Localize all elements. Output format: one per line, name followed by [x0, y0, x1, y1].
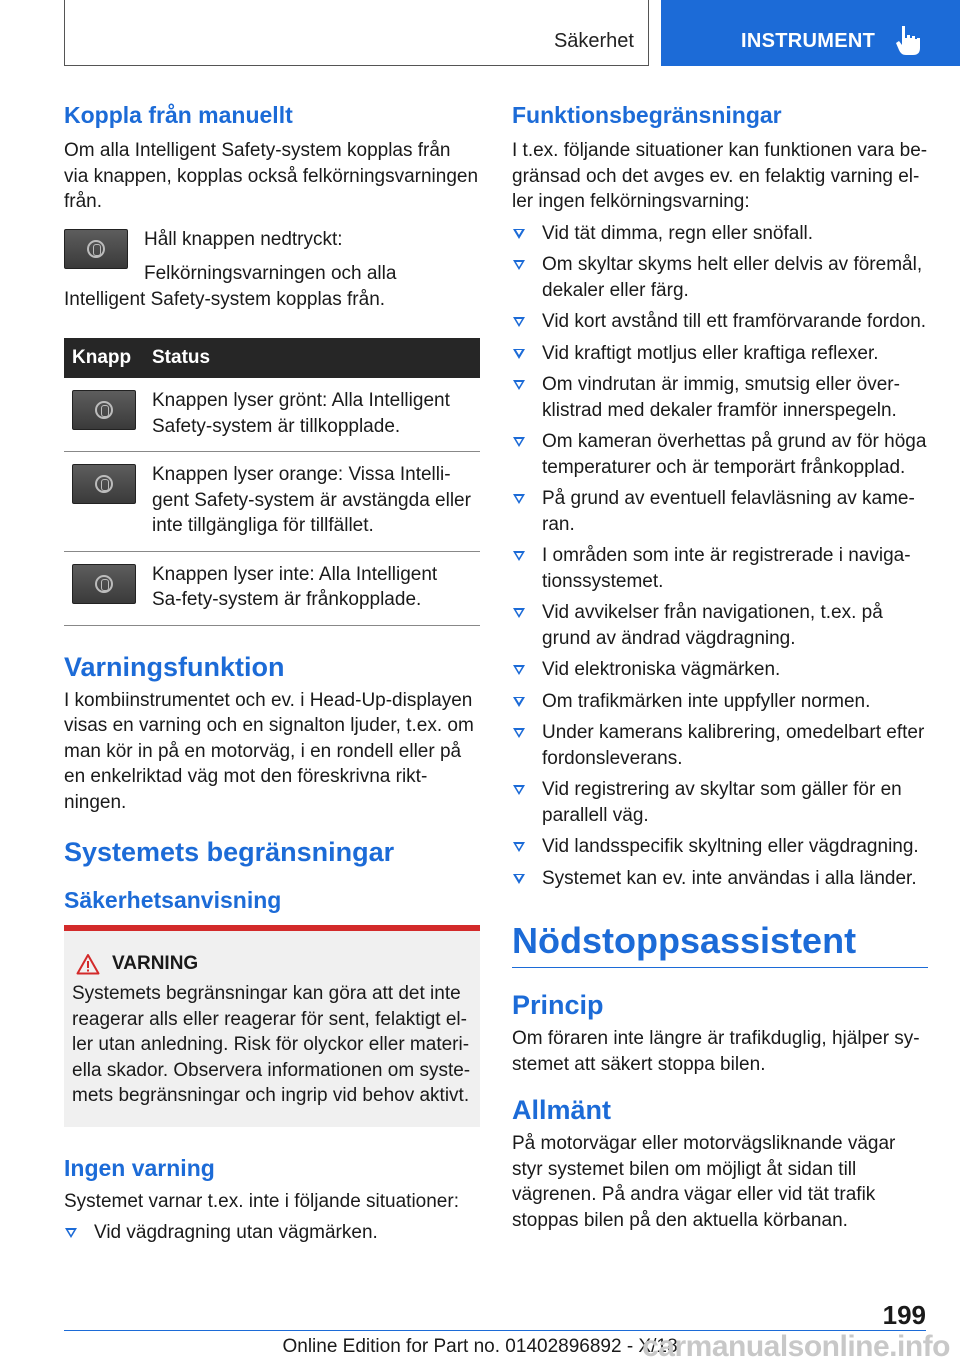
list-item: Systemet kan ev. inte användas i alla länder.	[512, 866, 928, 892]
list-item: Vid landsspecifik skyltning eller vägdragning.	[512, 834, 928, 860]
table-row	[64, 378, 480, 452]
list-item: Vid kraftigt motljus eller kraftiga reflexer.	[512, 341, 928, 367]
bullet-triangle-icon	[513, 728, 525, 738]
general-paragraph: På motorvägar eller motorvägsliknande vägar styr systemet bilen om möjligt åt sidan till vägrenen. På andra vägar eller vid tät trafik stoppas bilen på den aktuella körbanan.	[512, 1133, 896, 1231]
hold-result-text: Felkörningsvarningen och alla Intelligent Safety-system kopplas från.	[64, 263, 397, 310]
function-limits-heading: Funktionsbegränsningar	[512, 102, 782, 128]
watermark: carmanualsonline.info	[642, 1330, 950, 1362]
pointing-hand-icon	[895, 24, 921, 56]
bullet-triangle-icon	[513, 697, 525, 707]
bullet-triangle-icon	[513, 437, 525, 447]
bullet-triangle-icon	[513, 874, 525, 884]
page-number: 199	[882, 1300, 926, 1330]
table-row	[64, 551, 480, 625]
system-limits-heading: Systemets begränsningar	[64, 837, 395, 867]
header-chapter-tab	[661, 0, 960, 66]
safety-button-icon	[72, 564, 136, 604]
bullet-triangle-icon	[513, 229, 525, 239]
footer-edition: Online Edition for Part no. 01402896892 - X/18	[282, 1336, 678, 1357]
bullet-triangle-icon	[513, 551, 525, 561]
list-item: Om vindrutan är immig, smutsig eller över-klistrad med dekaler framför innerspegeln.	[512, 372, 928, 423]
emergency-stop-heading: Nödstoppsassistent	[512, 919, 928, 968]
list-item: Vid registrering av skyltar som gäller för en parallell väg.	[512, 777, 928, 828]
bullet-triangle-icon	[65, 1228, 77, 1238]
bullet-triangle-icon	[513, 842, 525, 852]
warning-function-heading: Varningsfunktion	[64, 651, 285, 682]
list-item: Vid kort avstånd till ett framförvarande fordon.	[512, 309, 928, 335]
list-item: Vid tät dimma, regn eller snöfall.	[512, 221, 928, 247]
list-item: Om kameran överhettas på grund av för höga temperaturer och är temporärt frånkopplad.	[512, 429, 928, 480]
principle-heading: Princip	[512, 990, 604, 1020]
warning-title	[72, 953, 472, 975]
safety-button-icon	[64, 229, 128, 269]
right-column	[512, 100, 928, 1233]
function-limits-list	[512, 221, 928, 892]
list-item: Under kamerans kalibrering, omedelbart efter fordonsleverans.	[512, 720, 928, 771]
hold-instruction-text: Håll knappen nedtryckt:	[144, 228, 343, 250]
warning-function-paragraph: I kombiinstrumentet och ev. i Head-Up-displayen visas en varning och en signalton ljuder, t.ex. om man kör in på en motorväg, i en rondell eller på en enkelriktad väg mot den föreskrivna rikt-ningen.	[64, 689, 474, 813]
no-warning-paragraph: Systemet varnar t.ex. inte i följande situationer:	[64, 1190, 459, 1212]
bullet-triangle-icon	[513, 380, 525, 390]
table-row	[64, 452, 480, 552]
header-chapter-label: INSTRUMENT	[741, 30, 876, 52]
header-section-tab	[64, 0, 649, 66]
general-heading: Allmänt	[512, 1095, 612, 1125]
hold-button-instruction	[64, 227, 480, 313]
warning-label: VARNING	[112, 953, 199, 974]
bullet-triangle-icon	[513, 665, 525, 675]
warning-text: Systemets begränsningar kan göra att det inte reagerar alls eller reagerar för sent, felaktigt el-ler utan anledning. Risk för olyckor eller materi-ella skador. Observera informationen om syste-mets begränsningar och ingrip vid behov aktivt.	[72, 983, 471, 1106]
no-warning-heading: Ingen varning	[64, 1154, 215, 1181]
bullet-triangle-icon	[513, 785, 525, 795]
no-warning-list	[64, 1220, 480, 1246]
warning-box	[64, 925, 480, 1127]
bullet-triangle-icon	[513, 260, 525, 270]
header-section-label: Säkerhet	[553, 30, 634, 52]
bullet-triangle-icon	[513, 494, 525, 504]
safety-button-icon	[72, 464, 136, 504]
left-column	[64, 100, 480, 1246]
bullet-triangle-icon	[513, 317, 525, 327]
button-status-table	[64, 338, 480, 626]
list-item: Vid vägdragning utan vägmärken.	[64, 1220, 480, 1246]
manual-disable-heading: Koppla från manuellt	[64, 102, 293, 128]
table-header-button: Knapp	[64, 338, 144, 378]
list-item: På grund av eventuell felavläsning av kame-ran.	[512, 486, 928, 537]
principle-paragraph: Om föraren inte längre är trafikduglig, hjälper sy-stemet att säkert stoppa bilen.	[512, 1028, 920, 1075]
safety-notice-heading: Säkerhetsanvisning	[64, 887, 282, 913]
list-item: Vid elektroniska vägmärken.	[512, 657, 928, 683]
warning-triangle-icon	[76, 953, 100, 975]
list-item: Om trafikmärken inte uppfyller normen.	[512, 689, 928, 715]
manual-disable-paragraph: Om alla Intelligent Safety-system kopplas från via knappen, kopplas också felkörningsvarningen från.	[64, 140, 479, 212]
table-cell-status: Knappen lyser grönt: Alla Intelligent Safety-system är tillkopplade.	[144, 378, 480, 452]
table-header-status: Status	[144, 338, 480, 378]
safety-button-icon	[72, 390, 136, 430]
bullet-triangle-icon	[513, 608, 525, 618]
list-item: Vid avvikelser från navigationen, t.ex. på grund av ändrad vägdragning.	[512, 600, 928, 651]
bullet-triangle-icon	[513, 349, 525, 359]
list-item: Om skyltar skyms helt eller delvis av föremål, dekaler eller färg.	[512, 252, 928, 303]
table-cell-status: Knappen lyser inte: Alla Intelligent Sa-fety-system är frånkopplade.	[144, 551, 480, 625]
list-item: I områden som inte är registrerade i naviga-tionssystemet.	[512, 543, 928, 594]
function-limits-paragraph: I t.ex. följande situationer kan funktionen vara be-gränsad och det avges ev. en felaktig varning el-ler ingen felkörningsvarning:	[512, 140, 928, 212]
table-cell-status: Knappen lyser orange: Vissa Intelli-gent Safety-system är avstängda eller inte tillgängliga för tillfället.	[144, 452, 480, 552]
